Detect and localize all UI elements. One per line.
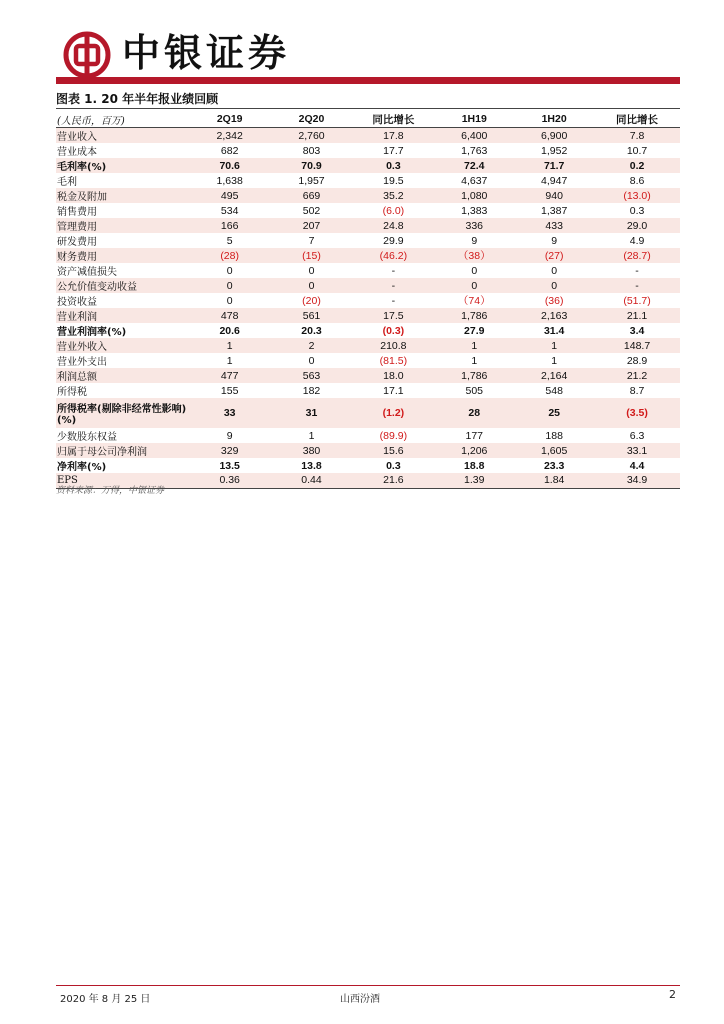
header-rule xyxy=(56,77,680,84)
figure-caption: 图表 1. 20 年半年报业绩回顾 xyxy=(56,92,219,106)
table-row xyxy=(56,278,680,293)
table-cell: 31.4 xyxy=(543,324,565,337)
table-row xyxy=(56,188,680,203)
table-cell: 70.9 xyxy=(271,158,353,173)
column-header: 1H19 xyxy=(434,111,514,128)
table-cell: 71.7 xyxy=(514,158,594,173)
table-cell: 478 xyxy=(189,308,271,323)
table-cell: (89.9) xyxy=(379,429,408,442)
row-label: 净利率(%) xyxy=(57,462,107,473)
table-cell: 329 xyxy=(189,443,271,458)
table-cell: (81.5) xyxy=(379,354,408,367)
table-cell: 9 xyxy=(471,234,478,247)
row-label: 营业外支出 xyxy=(57,357,107,368)
footer-rule xyxy=(56,985,680,986)
row-label: 公允价值变动收益 xyxy=(56,278,189,293)
table-cell: 4,637 xyxy=(461,174,488,187)
table-cell: 0.2 xyxy=(594,158,680,173)
table-cell: 563 xyxy=(271,368,353,383)
row-label: 销售费用 xyxy=(57,207,97,218)
column-header: 2Q20 xyxy=(271,111,353,128)
header-row xyxy=(56,111,680,128)
row-label: 营业外收入 xyxy=(56,338,189,353)
table-cell: 33 xyxy=(189,398,271,428)
table-cell: 155 xyxy=(220,384,239,397)
table-cell: 0.3 xyxy=(352,158,434,173)
table-cell: 561 xyxy=(271,308,353,323)
table-cell: 1,957 xyxy=(298,174,325,187)
row-label: 投资收益 xyxy=(57,297,97,308)
table-cell: 1 xyxy=(308,429,315,442)
table-cell: 7 xyxy=(308,234,315,247)
row-label: 毛利率(%) xyxy=(56,158,189,173)
table-cell: (1.2) xyxy=(352,398,434,428)
row-label: 利润总额 xyxy=(56,368,189,383)
table-row xyxy=(56,233,680,248)
company-name: 山西汾酒 xyxy=(340,994,380,1005)
table-cell: 548 xyxy=(545,384,563,397)
table-cell: 21.2 xyxy=(594,368,680,383)
table-row xyxy=(56,293,680,308)
table-cell: 3.4 xyxy=(629,324,645,337)
table-cell: 210.8 xyxy=(352,338,434,353)
table-cell: (3.5) xyxy=(594,398,680,428)
table-cell: 669 xyxy=(271,188,353,203)
page-number: 2 xyxy=(669,988,676,1001)
table-row xyxy=(56,428,680,443)
table-cell: 15.6 xyxy=(352,443,434,458)
table-cell: 29.0 xyxy=(594,218,680,233)
table-cell: 0.3 xyxy=(629,204,645,217)
table-cell: (20) xyxy=(302,294,321,307)
table-row xyxy=(56,143,680,158)
table-row xyxy=(56,248,680,263)
table-cell: 20.6 xyxy=(219,324,240,337)
table-cell: （74） xyxy=(457,295,491,307)
table-cell: 20.3 xyxy=(301,324,322,337)
table-cell: 28 xyxy=(434,398,514,428)
table-cell: 505 xyxy=(465,384,484,397)
table-cell: 0.3 xyxy=(386,459,401,472)
table-cell: 18.0 xyxy=(352,368,434,383)
table-cell: 0 xyxy=(308,264,315,277)
table-cell: 534 xyxy=(220,204,239,217)
table-cell: 35.2 xyxy=(352,188,434,203)
table-row xyxy=(56,173,680,188)
table-row xyxy=(56,383,680,398)
table-cell: 17.1 xyxy=(383,384,404,397)
table-cell: 433 xyxy=(514,218,594,233)
table-cell: 803 xyxy=(302,144,321,157)
table-cell: 29.9 xyxy=(383,234,404,247)
table-cell: (46.2) xyxy=(352,248,434,263)
table-cell: 2,760 xyxy=(271,128,353,144)
table-cell: 182 xyxy=(302,384,321,397)
table-cell: 33.1 xyxy=(594,443,680,458)
table-cell: 477 xyxy=(189,368,271,383)
table-cell: 1,387 xyxy=(541,204,568,217)
table-cell: 72.4 xyxy=(434,158,514,173)
table-cell: 1 xyxy=(551,354,558,367)
row-label: 所得税 xyxy=(57,387,87,398)
table-cell: 0 xyxy=(471,264,478,277)
caption-rule xyxy=(56,108,680,109)
table-cell: 23.3 xyxy=(543,459,565,472)
row-label: 毛利 xyxy=(57,177,77,188)
table-cell: - xyxy=(391,294,396,307)
table-row xyxy=(56,398,680,428)
table-cell: 24.8 xyxy=(352,218,434,233)
row-label: 管理费用 xyxy=(56,218,189,233)
table-cell: 1,638 xyxy=(216,174,243,187)
table-cell: 18.8 xyxy=(464,459,485,472)
table-row xyxy=(56,353,680,368)
table-cell: 27.9 xyxy=(464,324,485,337)
table-cell: 177 xyxy=(465,429,484,442)
column-header: 同比增长 xyxy=(352,111,434,128)
table-cell: 0 xyxy=(226,264,233,277)
table-cell: 0 xyxy=(434,278,514,293)
table-cell: 0 xyxy=(271,278,353,293)
table-cell: 21.6 xyxy=(352,473,434,488)
table-cell: 1,952 xyxy=(541,144,568,157)
row-label: 归属于母公司净利润 xyxy=(56,443,189,458)
table-cell: 4.4 xyxy=(629,459,645,472)
table-cell: 17.8 xyxy=(352,128,434,144)
table-cell: 28.9 xyxy=(626,354,648,367)
table-cell: 2,164 xyxy=(514,368,594,383)
row-label: 营业利润 xyxy=(56,308,189,323)
table-cell: 1 xyxy=(226,354,233,367)
table-cell: 1 xyxy=(471,354,478,367)
table-cell: 1 xyxy=(434,338,514,353)
table-row xyxy=(56,128,680,144)
table-cell: - xyxy=(594,278,680,293)
row-label: 资产减值损失 xyxy=(57,267,117,278)
table-cell: 7.8 xyxy=(594,128,680,144)
row-label: 营业收入 xyxy=(56,128,189,144)
table-cell: 1,206 xyxy=(434,443,514,458)
row-label: EPS xyxy=(56,473,189,488)
table-cell: (51.7) xyxy=(623,294,651,307)
table-cell: 0 xyxy=(308,354,315,367)
table-cell: 0 xyxy=(189,278,271,293)
table-cell: 6,400 xyxy=(434,128,514,144)
table-cell: 10.7 xyxy=(626,144,648,157)
table-row xyxy=(56,458,680,473)
table-cell: (6.0) xyxy=(382,204,405,217)
table-row xyxy=(56,338,680,353)
table-cell: 1,080 xyxy=(434,188,514,203)
row-label: 营业利润率(%) xyxy=(57,327,127,338)
table-cell: - xyxy=(352,278,434,293)
row-label: 营业成本 xyxy=(57,147,97,158)
table-cell: 1,605 xyxy=(514,443,594,458)
table-cell: 17.5 xyxy=(352,308,434,323)
table-cell: 495 xyxy=(189,188,271,203)
table-row xyxy=(56,203,680,218)
table-cell: 502 xyxy=(302,204,321,217)
table-row xyxy=(56,368,680,383)
table-cell: (0.3) xyxy=(382,324,405,337)
table-cell: 1 xyxy=(514,338,594,353)
table-cell: 70.6 xyxy=(189,158,271,173)
brand-name: 中银证券 xyxy=(122,30,291,75)
table-cell: 0 xyxy=(551,264,558,277)
column-header: (人民币，百万) xyxy=(56,111,189,128)
table-cell: 1,786 xyxy=(434,368,514,383)
table-cell: 4,947 xyxy=(541,174,568,187)
table-cell: 336 xyxy=(434,218,514,233)
table-cell: 21.1 xyxy=(594,308,680,323)
table-cell: (13.0) xyxy=(594,188,680,203)
table-cell: 0 xyxy=(514,278,594,293)
table-cell: (28.7) xyxy=(594,248,680,263)
column-header: 2Q19 xyxy=(189,111,271,128)
table-cell: (27) xyxy=(514,248,594,263)
table-cell: 9 xyxy=(226,429,233,442)
table-cell: 19.5 xyxy=(383,174,404,187)
table-cell: 8.6 xyxy=(629,174,645,187)
table-cell: 4.9 xyxy=(629,234,645,247)
table-cell: 148.7 xyxy=(594,338,680,353)
table-row xyxy=(56,218,680,233)
table-cell: (15) xyxy=(271,248,353,263)
table-cell: 682 xyxy=(220,144,239,157)
column-header: 同比增长 xyxy=(594,111,680,128)
table-cell: 8.7 xyxy=(629,384,645,397)
table-cell: 1,763 xyxy=(461,144,488,157)
table-cell: 1.39 xyxy=(434,473,514,488)
table-row xyxy=(56,308,680,323)
table-cell: 2,163 xyxy=(514,308,594,323)
table-row xyxy=(56,263,680,278)
row-label: 所得税率(剔除非经常性影响)(%) xyxy=(56,398,189,428)
table-cell: 380 xyxy=(271,443,353,458)
table-cell: 0.36 xyxy=(189,473,271,488)
table-cell: (28) xyxy=(189,248,271,263)
table-cell: (36) xyxy=(544,294,564,307)
table-cell: 34.9 xyxy=(594,473,680,488)
row-label: 研发费用 xyxy=(57,237,97,248)
results-table xyxy=(56,111,680,489)
table-cell: 13.8 xyxy=(301,459,322,472)
table-cell: 13.5 xyxy=(219,459,240,472)
table-cell: 2,342 xyxy=(189,128,271,144)
table-row xyxy=(56,443,680,458)
table-cell: 1,383 xyxy=(461,204,488,217)
table-cell: 1.84 xyxy=(514,473,594,488)
table-cell: 166 xyxy=(189,218,271,233)
row-label: 税金及附加 xyxy=(56,188,189,203)
report-date: 2020 年 8 月 25 日 xyxy=(60,994,151,1005)
table-cell: 2 xyxy=(271,338,353,353)
bank-of-china-logo xyxy=(62,30,112,80)
table-cell: （38） xyxy=(434,248,514,263)
table-cell: 1,786 xyxy=(434,308,514,323)
table-cell: - xyxy=(391,264,396,277)
table-cell: 6,900 xyxy=(514,128,594,144)
table-cell: 0 xyxy=(226,294,233,307)
table-cell: 6.3 xyxy=(629,429,645,442)
table-row xyxy=(56,323,680,338)
table-cell: 9 xyxy=(551,234,558,247)
table-cell: 0.44 xyxy=(271,473,353,488)
table-cell: 31 xyxy=(271,398,353,428)
table-cell: 940 xyxy=(514,188,594,203)
table-cell: 207 xyxy=(271,218,353,233)
row-label: 少数股东权益 xyxy=(57,432,117,443)
row-label: 财务费用 xyxy=(56,248,189,263)
column-header: 1H20 xyxy=(514,111,594,128)
table-cell: 25 xyxy=(514,398,594,428)
table-cell: - xyxy=(635,264,639,277)
table-cell: 17.7 xyxy=(383,144,404,157)
table-row xyxy=(56,158,680,173)
table-cell: 5 xyxy=(226,234,233,247)
table-cell: 188 xyxy=(545,429,563,442)
table-cell: 1 xyxy=(189,338,271,353)
source-note: 资料来源：万得，中银证券 xyxy=(56,486,165,496)
